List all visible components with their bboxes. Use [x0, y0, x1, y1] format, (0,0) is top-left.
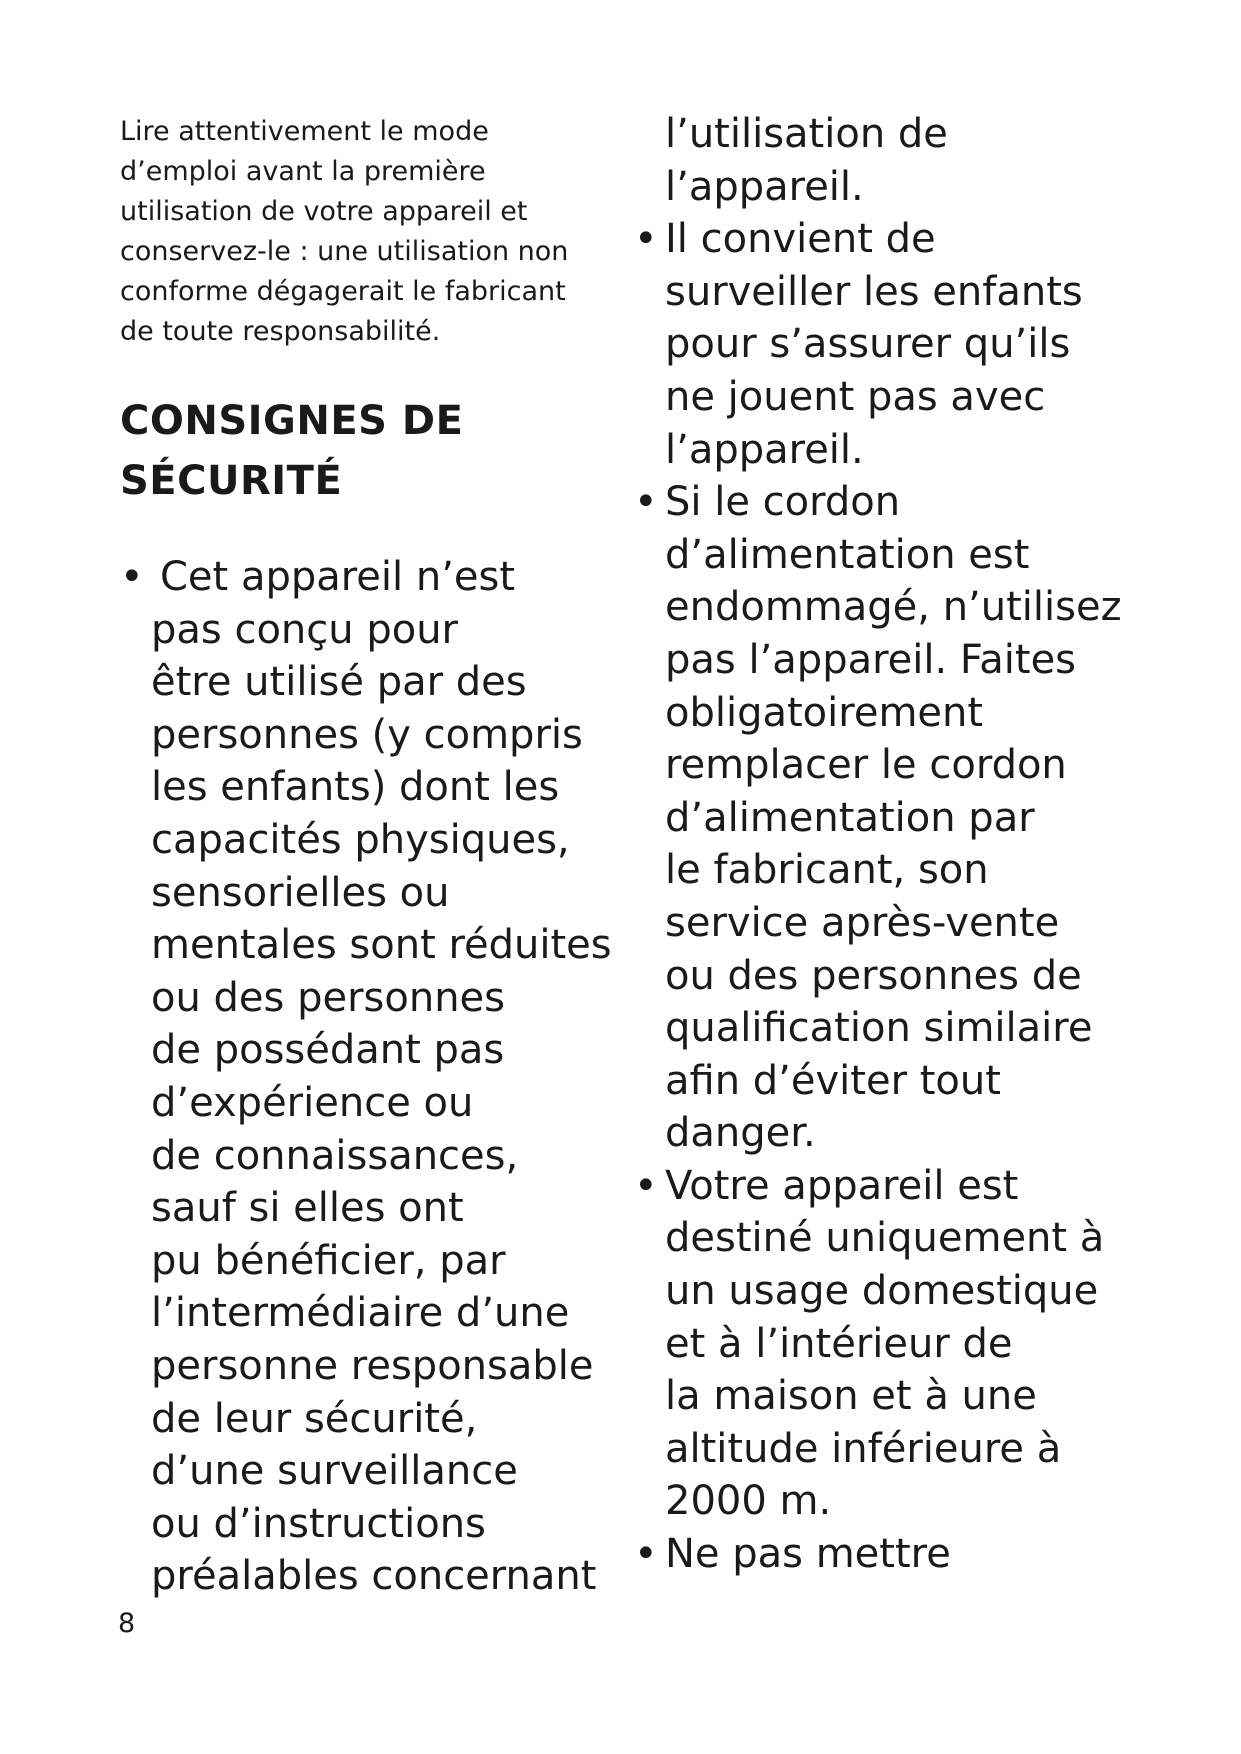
bullet-line: capacités physiques, [151, 816, 570, 863]
bullet-line: préalables concernant [151, 1553, 597, 1600]
bullet-icon: • [634, 216, 658, 263]
bullet-line: endommagé, n’utilisez [665, 584, 1122, 631]
page-number: 8 [118, 1608, 136, 1639]
continuation-line: l’appareil. [665, 163, 864, 210]
intro-line: conforme dégagerait le fabricant [120, 276, 566, 307]
bullet-line: Si le cordon [665, 479, 901, 526]
bullet-line: pas l’appareil. Faites [665, 636, 1077, 683]
bullet-line: pu bénéficier, par [151, 1237, 506, 1284]
bullet-icon: • [634, 1162, 658, 1209]
bullet-line: 2000 m. [665, 1478, 832, 1525]
bullet-line: l’appareil. [665, 426, 864, 473]
intro-paragraph [120, 112, 620, 352]
bullet-line: mentales sont réduites [151, 922, 612, 969]
bullet-line: la maison et à une [665, 1373, 1037, 1420]
bullet-line: pas conçu pour [151, 606, 458, 653]
intro-line: utilisation de votre appareil et [120, 196, 528, 227]
section-heading [120, 391, 620, 511]
bullet-line: surveiller les enfants [665, 268, 1083, 315]
bullet-line: le fabricant, son [665, 847, 989, 894]
bullet-line: destiné uniquement à [665, 1215, 1105, 1262]
bullet-item [634, 1160, 1234, 1528]
bullet-line: afin d’éviter tout [665, 1057, 1001, 1104]
bullet-line: d’une surveillance [151, 1448, 518, 1495]
bullet-line: l’intermédiaire d’une [151, 1290, 570, 1337]
bullet-icon: • [120, 554, 144, 600]
continuation-line: l’utilisation de [665, 111, 948, 157]
bullet-line: obligatoirement [665, 689, 984, 736]
bullet-line: Ne pas mettre [665, 1531, 951, 1578]
bullet-line: d’expérience ou [151, 1079, 474, 1126]
intro-line: d’emploi avant la première [120, 156, 486, 187]
heading-line: CONSIGNES DE [120, 398, 464, 444]
bullet-line: les enfants) dont les [151, 764, 560, 811]
bullet-line: pour s’assurer qu’ils [665, 321, 1071, 368]
bullet-line: danger. [665, 1110, 816, 1157]
bullet-line: d’alimentation par [665, 794, 1035, 841]
bullet-line: Il convient de [665, 216, 936, 263]
bullet-line: de leur sécurité, [151, 1395, 478, 1442]
bullet-line: remplacer le cordon [665, 742, 1067, 789]
bullet-item [120, 551, 620, 1603]
bullet-item [634, 476, 1234, 1160]
bullet-item [634, 213, 1234, 476]
bullet-line: ou des personnes de [665, 952, 1082, 999]
bullet-line: ne jouent pas avec [665, 373, 1046, 420]
bullet-line: de possédant pas [151, 1027, 505, 1074]
bullet-item [634, 1528, 1234, 1581]
intro-line: conservez-le : une utilisation non [120, 236, 569, 267]
bullet-line: sauf si elles ont [151, 1185, 464, 1232]
bullet-line: de connaissances, [151, 1132, 519, 1179]
bullet-line: d’alimentation est [665, 531, 1030, 578]
intro-line: Lire attentivement le mode [120, 116, 489, 147]
bullet-line: personne responsable [151, 1342, 594, 1389]
bullet-line: ou des personnes [151, 974, 506, 1021]
intro-line: de toute responsabilité. [120, 316, 441, 347]
bullet-line: être utilisé par des [151, 659, 527, 706]
bullet-line: service après-vente [665, 899, 1060, 946]
bullet-line: et à l’intérieur de [665, 1320, 1013, 1367]
bullet-icon: • [634, 1531, 658, 1578]
bullet-line: sensorielles ou [151, 869, 450, 916]
bullet-icon: • [634, 479, 658, 526]
left-bullet-list [120, 551, 620, 1603]
continuation-text [634, 108, 1234, 213]
bullet-line: qualification similaire [665, 1005, 1093, 1052]
bullet-line: ou d’instructions [151, 1500, 486, 1547]
heading-line: SÉCURITÉ [120, 458, 343, 504]
left-column [120, 112, 620, 1603]
bullet-line: un usage domestique [665, 1268, 1099, 1315]
bullet-line: Votre appareil est [665, 1162, 1019, 1209]
right-column [634, 108, 1234, 1581]
right-bullet-list [634, 213, 1234, 1580]
bullet-line: personnes (y compris [151, 711, 583, 758]
bullet-line: Cet appareil n’est [160, 554, 516, 600]
bullet-line: altitude inférieure à [665, 1425, 1062, 1472]
